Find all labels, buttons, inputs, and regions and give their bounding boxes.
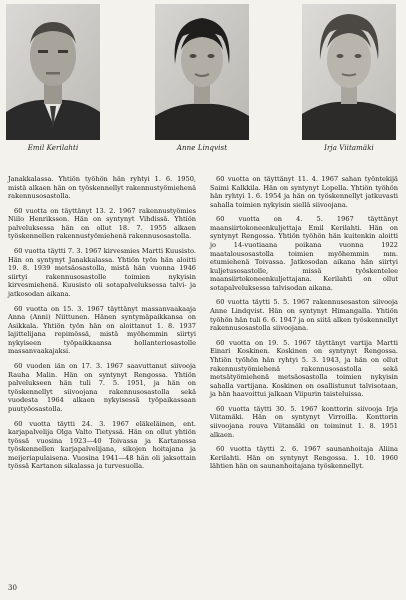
paragraph: 60 vuotta on 19. 5. 1967 täyttänyt vartija Martti Einari Koskinen. Koskinen on syntynyt Rengossa. Yhtiön työhön hän ryhtyi 5. 3. 1943, ja hän on ollut rakennustyömiehenä rakennusosastolla sekä metsätyömiehenä metsäosastolla toimien nykyisin sahalla vartijana. Koskinen on osallistunut talvisotaan, ja hän haavoittui jalkaan Viipurin taisteluissa. — [210, 338, 398, 399]
portrait-emil-kerilahti — [6, 4, 100, 152]
paragraph: 60 vuotta on täyttänyt 11. 4. 1967 sahan työntekijä Saimi Kalkkila. Hän on syntynyt Lopella. Yhtiön työhön hän ryhtyi 1. 6. 1954 ja hän on työskennellyt jatkuvasti sahalla toimien nykyisin siellä siivoojana. — [210, 175, 398, 209]
portrait-photo — [155, 4, 249, 140]
paragraph: 60 vuotta on 4. 5. 1967 täyttänyt maansiirtokoneenkuljettaja Emil Kerilahti. Hän on syntynyt Rengossa. Yhtiön työhön hän kuitenkin aloitti jo 14-vuotiaana poikana vuonna 1922 maatalousosastolla toimien myöhemmin mm. etumiehenä Toivassa. Jatkosodan aikana hän siirtyi kuljetusosastolle, missä työskentelee maansiirtokoneenkuljettajana. Kerilahti on ollut sotapalveluksessa talvisodan aikana. — [210, 215, 398, 292]
paragraph: Janakkalassa. Yhtiön työhön hän ryhtyi 1. 6. 1950, mistä alkaen hän on työskennellyt rakennustyömiehenä rakennusosastolla. — [8, 175, 196, 201]
portrait-caption: Irja Viitamäki — [324, 144, 374, 152]
paragraph: 60 vuotta täytti 24. 3. 1967 eläkeläinen, ent. karjapalvelija Olga Valto Tietyssä. Hän on ollut yhtiön työssä vuosina 1923—40 Toivassa ja Kartanossa työskennellen karjapalvelijana, sikojen hoitajana ja meijeriapulaisena. Vuosina 1941—48 hän oli jaksottain työssä Kartanon sikalassa ja turvesuolla. — [8, 419, 196, 471]
paragraph: 60 vuotta on 15. 3. 1967 täyttänyt massanvaakaaja Anna (Anni) Niittunen. Hänen syntymäpaikkansa on Asikkala. Yhtiön työn hän on aloittanut 1. 8. 1937 lajittelijana repimössä, mistä myöhemmin siirtyi nykyiseen työpaikkaansa hollanteriosastolle massanvaakajaksi. — [8, 304, 196, 356]
left-column — [8, 175, 196, 477]
portrait-caption: Emil Kerilahti — [27, 144, 79, 152]
portrait-irja-viitamaki — [302, 4, 396, 152]
portrait-row — [0, 0, 406, 160]
paragraph: 60 vuotta täytti 7. 3. 1967 kirvesmies Martti Kuusisto. Hän on syntynyt Janakkalassa. Yhtiön työn hän aloitti 19. 8. 1939 metsäosastolla, mistä hän vuonna 1946 siirtyi rakennusosastolle toimien nykyisin kirvesmiehenä. Kuusisto oli sotapalveluksessa talvi- ja jatkosodan aikana. — [8, 247, 196, 298]
man-portrait-image — [6, 4, 100, 140]
woman-portrait-image — [302, 4, 396, 140]
paragraph: 60 vuotta on täyttänyt 13. 2. 1967 rakennustyömies Niilo Henriksson. Hän on syntynyt Vihdissä. Yhtiön palveluksessa hän on ollut 18. 7. 1955 alkaen työskennellen rakennustyömiehenä rakennusosastolla. — [8, 206, 196, 241]
page-number: 30 — [8, 584, 17, 592]
paragraph: 60 vuotta täytti 30. 5. 1967 konttorin siivooja Irja Viitamäki. Hän on syntynyt Virroilla. Konttorin siivoojana rouva Viitamäki on toiminut 1. 8. 1951 alkaen. — [210, 404, 398, 439]
paragraph: 60 vuotta täytti 5. 5. 1967 rakennusosaston siivooja Anne Lindqvist. Hän on syntynyt Himangalla. Yhtiön työhön hän tuli 6. 6. 1947 ja on siitä alken työskennellyt rakennusosastolla siivoojana. — [210, 298, 398, 333]
portrait-anne-linqvist — [155, 4, 249, 152]
portrait-photo — [302, 4, 396, 140]
woman-portrait-image — [155, 4, 249, 140]
portrait-photo — [6, 4, 100, 140]
portrait-caption: Anne Linqvist — [176, 144, 228, 152]
right-column — [210, 175, 398, 477]
paragraph: 60 vuoden iän on 17. 3. 1967 saavuttanut siivooja Rauha Malin. Hän on syntynyt Rengossa. Yhtiön palvelukseen hän tuli 7. 5. 1951, ja hän on työskennellyt siivoojana rakennusosastolla sekä vuodesta 1964 alkaen nykyisessä työpaikassaan puutyöosastolla. — [8, 362, 196, 413]
paragraph: 60 vuotta täytti 2. 6. 1967 saunanhoitaja Aliina Kerilahti. Hän on syntynyt Rengossa. 1. 10. 1960 lähtien hän on saunanhoitajana työskennellyt. — [210, 445, 398, 471]
article-body — [8, 175, 398, 585]
